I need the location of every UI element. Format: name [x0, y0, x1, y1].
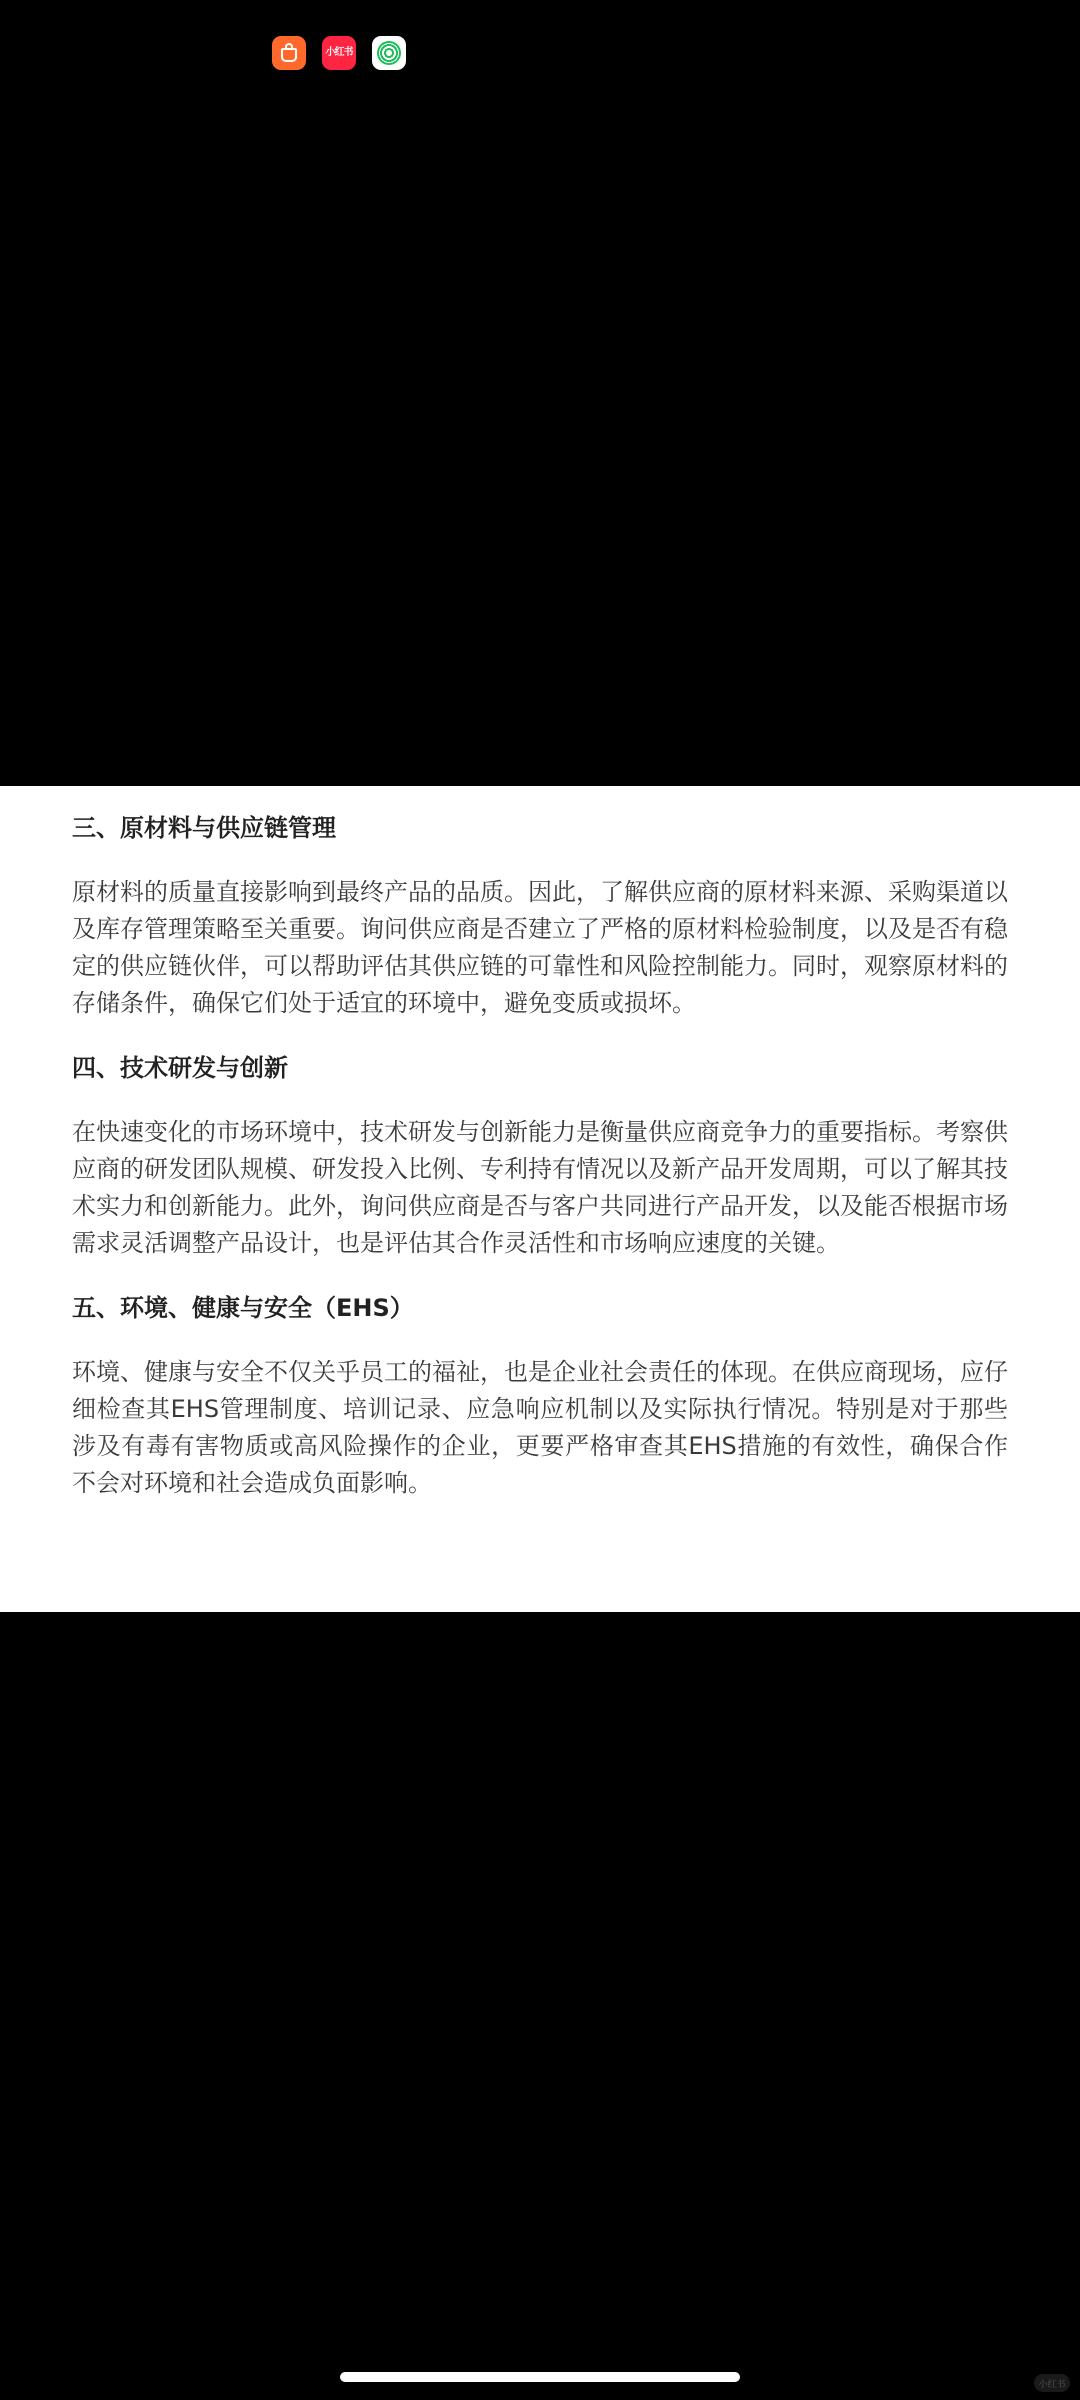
section-body-rnd: 在快速变化的市场环境中，技术研发与创新能力是衡量供应商竞争力的重要指标。考察供应商的研发团队规模、研发投入比例、专利持有情况以及新产品开发周期，可以了解其技术实力和创新能力。此外，询问供应商是否与客户共同进行产品开发，以及能否根据市场需求灵活调整产品设计，也是评估其合作灵活性和市场响应速度的关键。 [72, 1118, 1008, 1257]
status-bar-app-icons [272, 36, 406, 70]
section-body-ehs: 环境、健康与安全不仅关乎员工的福祉，也是企业社会责任的体现。在供应商现场，应仔细检查其EHS管理制度、培训记录、应急响应机制以及实际执行情况。特别是对于那些涉及有毒有害物质或高风险操作的企业，更要严格审查其EHS措施的有效性，确保合作不会对环境和社会造成负面影响。 [72, 1358, 1008, 1497]
xiaohongshu-icon [322, 36, 356, 70]
document-image [0, 786, 1080, 1612]
watermark-badge [1034, 2374, 1070, 2392]
section-heading-rnd: 四、技术研发与创新 [72, 1054, 288, 1082]
section-heading-raw-materials: 三、原材料与供应链管理 [72, 814, 336, 842]
xiaohongshu-icon-label: 小红书 [325, 47, 353, 58]
shopping-bag-icon [272, 36, 306, 70]
green-ring-icon [372, 36, 406, 70]
home-indicator[interactable] [340, 2372, 740, 2382]
watermark-label: 小红书 [1038, 2379, 1066, 2390]
section-body-raw-materials: 原材料的质量直接影响到最终产品的品质。因此，了解供应商的原材料来源、采购渠道以及库存管理策略至关重要。询问供应商是否建立了严格的原材料检验制度，以及是否有稳定的供应链伙伴，可以帮助评估其供应链的可靠性和风险控制能力。同时，观察原材料的存储条件，确保它们处于适宜的环境中，避免变质或损坏。 [72, 878, 1008, 1017]
section-heading-ehs: 五、环境、健康与安全（EHS） [72, 1294, 414, 1322]
